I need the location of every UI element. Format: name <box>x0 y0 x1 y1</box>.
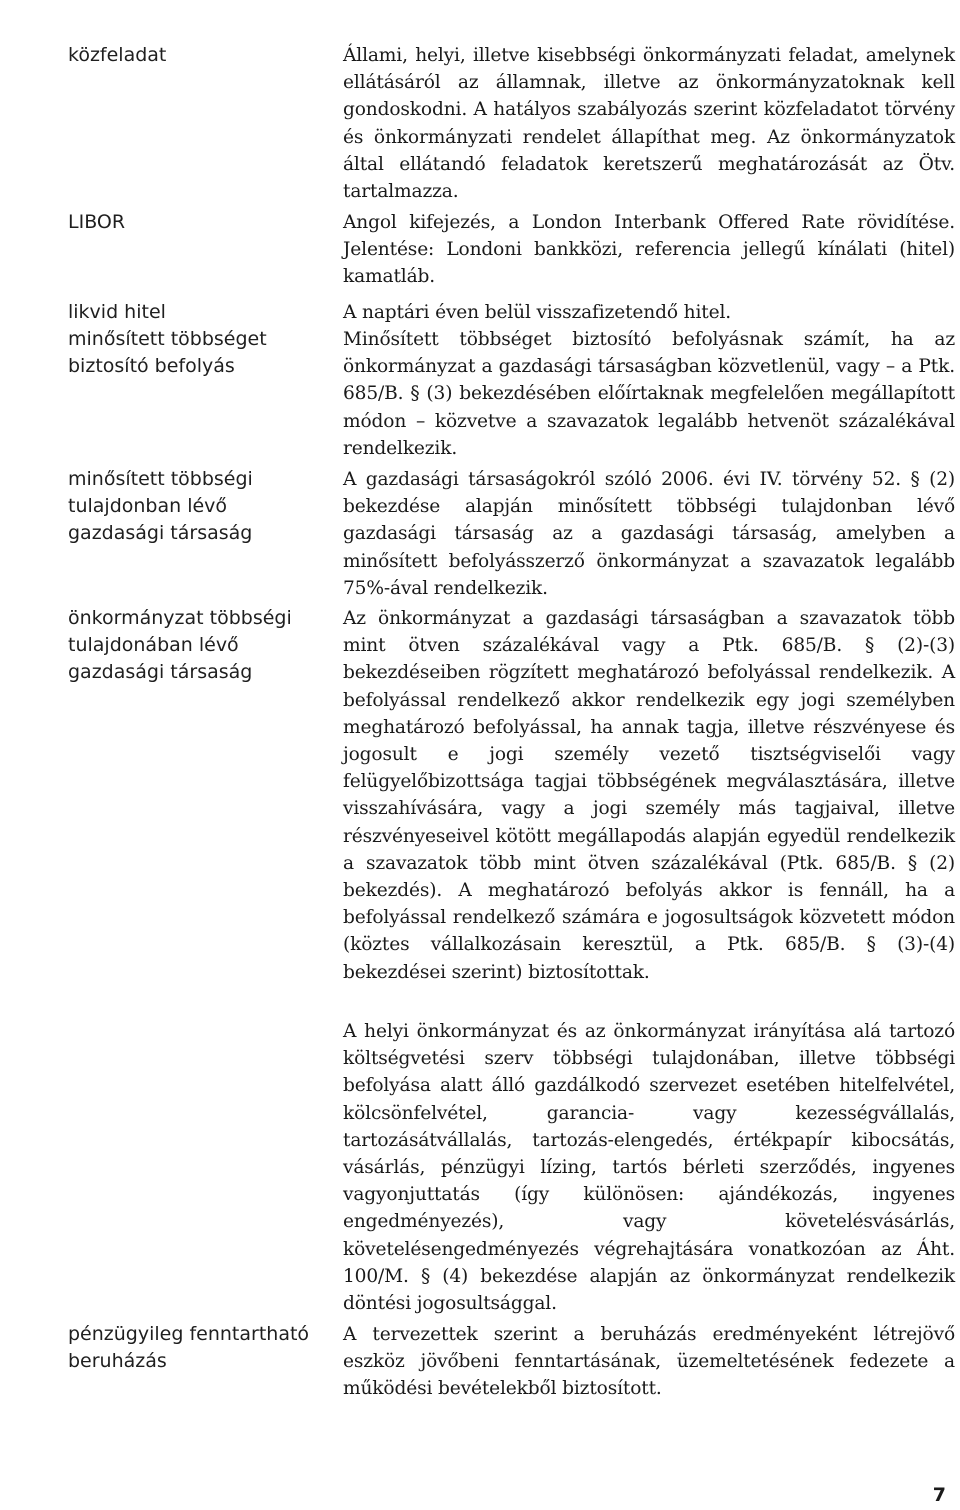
term: LIBOR <box>68 211 126 233</box>
definition: A helyi önkormányzat és az önkormányzat irányítása alá tartozó költségvetési szerv többségi tulajdonában, illetve többségi befolyása alatt álló gazdálkodó szervezet esetében hitelfelvétel, kölcsönfelvétel, garancia- vagy kezességvállalás, tartozásátvállalás, tartozás-elengedés, értékpapír kibocsátás, vásárlás, pénzügyi lízing, tartós bérleti szerződés, ingyenes vagyonjuttatás (így különösen: ajándékozás, ingyenes engedményezés), vagy követelésvásárlás, követelésengedményezés végrehajtására vonatkozóan az Áht. 100/M. § (4) bekezdése alapján az önkormányzat rendelkezik döntési jogosultsággal. <box>343 1021 955 1315</box>
definition: Angol kifejezés, a London Interbank Offered Rate rövidítése. Jelentése: Londoni bankközi, referencia jellegű kínálati (hitel) kamatláb. <box>343 212 955 288</box>
term: minősített többségi tulajdonban lévő gazdasági társaság <box>68 468 253 545</box>
term: önkormányzat többségi tulajdonában lévő gazdasági társaság <box>68 607 292 684</box>
definition: Az önkormányzat a gazdasági társaságban a szavazatok több mint ötven százalékával vagy a Ptk. 685/B. § (2)-(3) bekezdéseiben rögzített meghatározó befolyással rendelkezik. A befolyással rendelkező akkor rendelkezik egy jogi személyben meghatározó befolyással, ha annak tagja, illetve részvényese és jogosult e jogi személy vezető tisztségviselői vagy felügyelőbizottsága tagjai többségének megválasztására, illetve visszahívására, vagy a jogi személy más tagjaival, illetve részvényeseivel kötött megállapodás alapján egyedül rendelkezik a szavazatok több mint ötven százalékával (Ptk. 685/B. § (2) bekezdés). A meghatározó befolyás akkor is fennáll, ha a befolyással rendelkező számára e jogosultságok közvetett módon (köztes vállalkozásain keresztül, a Ptk. 685/B. § (3)-(4) bekezdései szerint) biztosítottak. <box>343 608 955 983</box>
definition: Minősített többséget biztosító befolyásnak számít, ha az önkormányzat a gazdasági társaságban közvetlenül, vagy – a Ptk. 685/B. § (3) bekezdésében előírtaknak megfelelően megállapított módon – közvetve a szavazatok legalább hetvenöt százalékával rendelkezik. <box>343 329 955 459</box>
page-number: 7 <box>932 1484 946 1506</box>
term: minősített többséget biztosító befolyás <box>68 328 267 378</box>
term: közfeladat <box>68 44 167 66</box>
definition: A naptári éven belül visszafizetendő hitel. <box>343 302 731 323</box>
definition: Állami, helyi, illetve kisebbségi önkormányzati feladat, amelynek ellátásáról az államnak, illetve az önkormányzatoknak kell gondoskodni. A hatályos szabályozás szerint közfeladatot törvény és önkormányzati rendelet állapíthat meg. Az önkormányzatok által ellátandó feladatok keretszerű meghatározását az Ötv. tartalmazza. <box>343 45 955 203</box>
term: pénzügyileg fenntartható beruházás <box>68 1323 310 1373</box>
definition: A tervezettek szerint a beruházás eredményeként létrejövő eszköz jövőbeni fenntartásának, üzemeltetésének fedezete a működési bevételekből biztosított. <box>343 1324 955 1400</box>
term: likvid hitel <box>68 301 166 323</box>
definition: A gazdasági társaságokról szóló 2006. évi IV. törvény 52. § (2) bekezdése alapján minősített többségi tulajdonban lévő gazdasági társaság az a gazdasági társaság, amelyben a minősített befolyásszerző önkormányzat a szavazatok legalább 75%-ával rendelkezik. <box>343 469 955 599</box>
